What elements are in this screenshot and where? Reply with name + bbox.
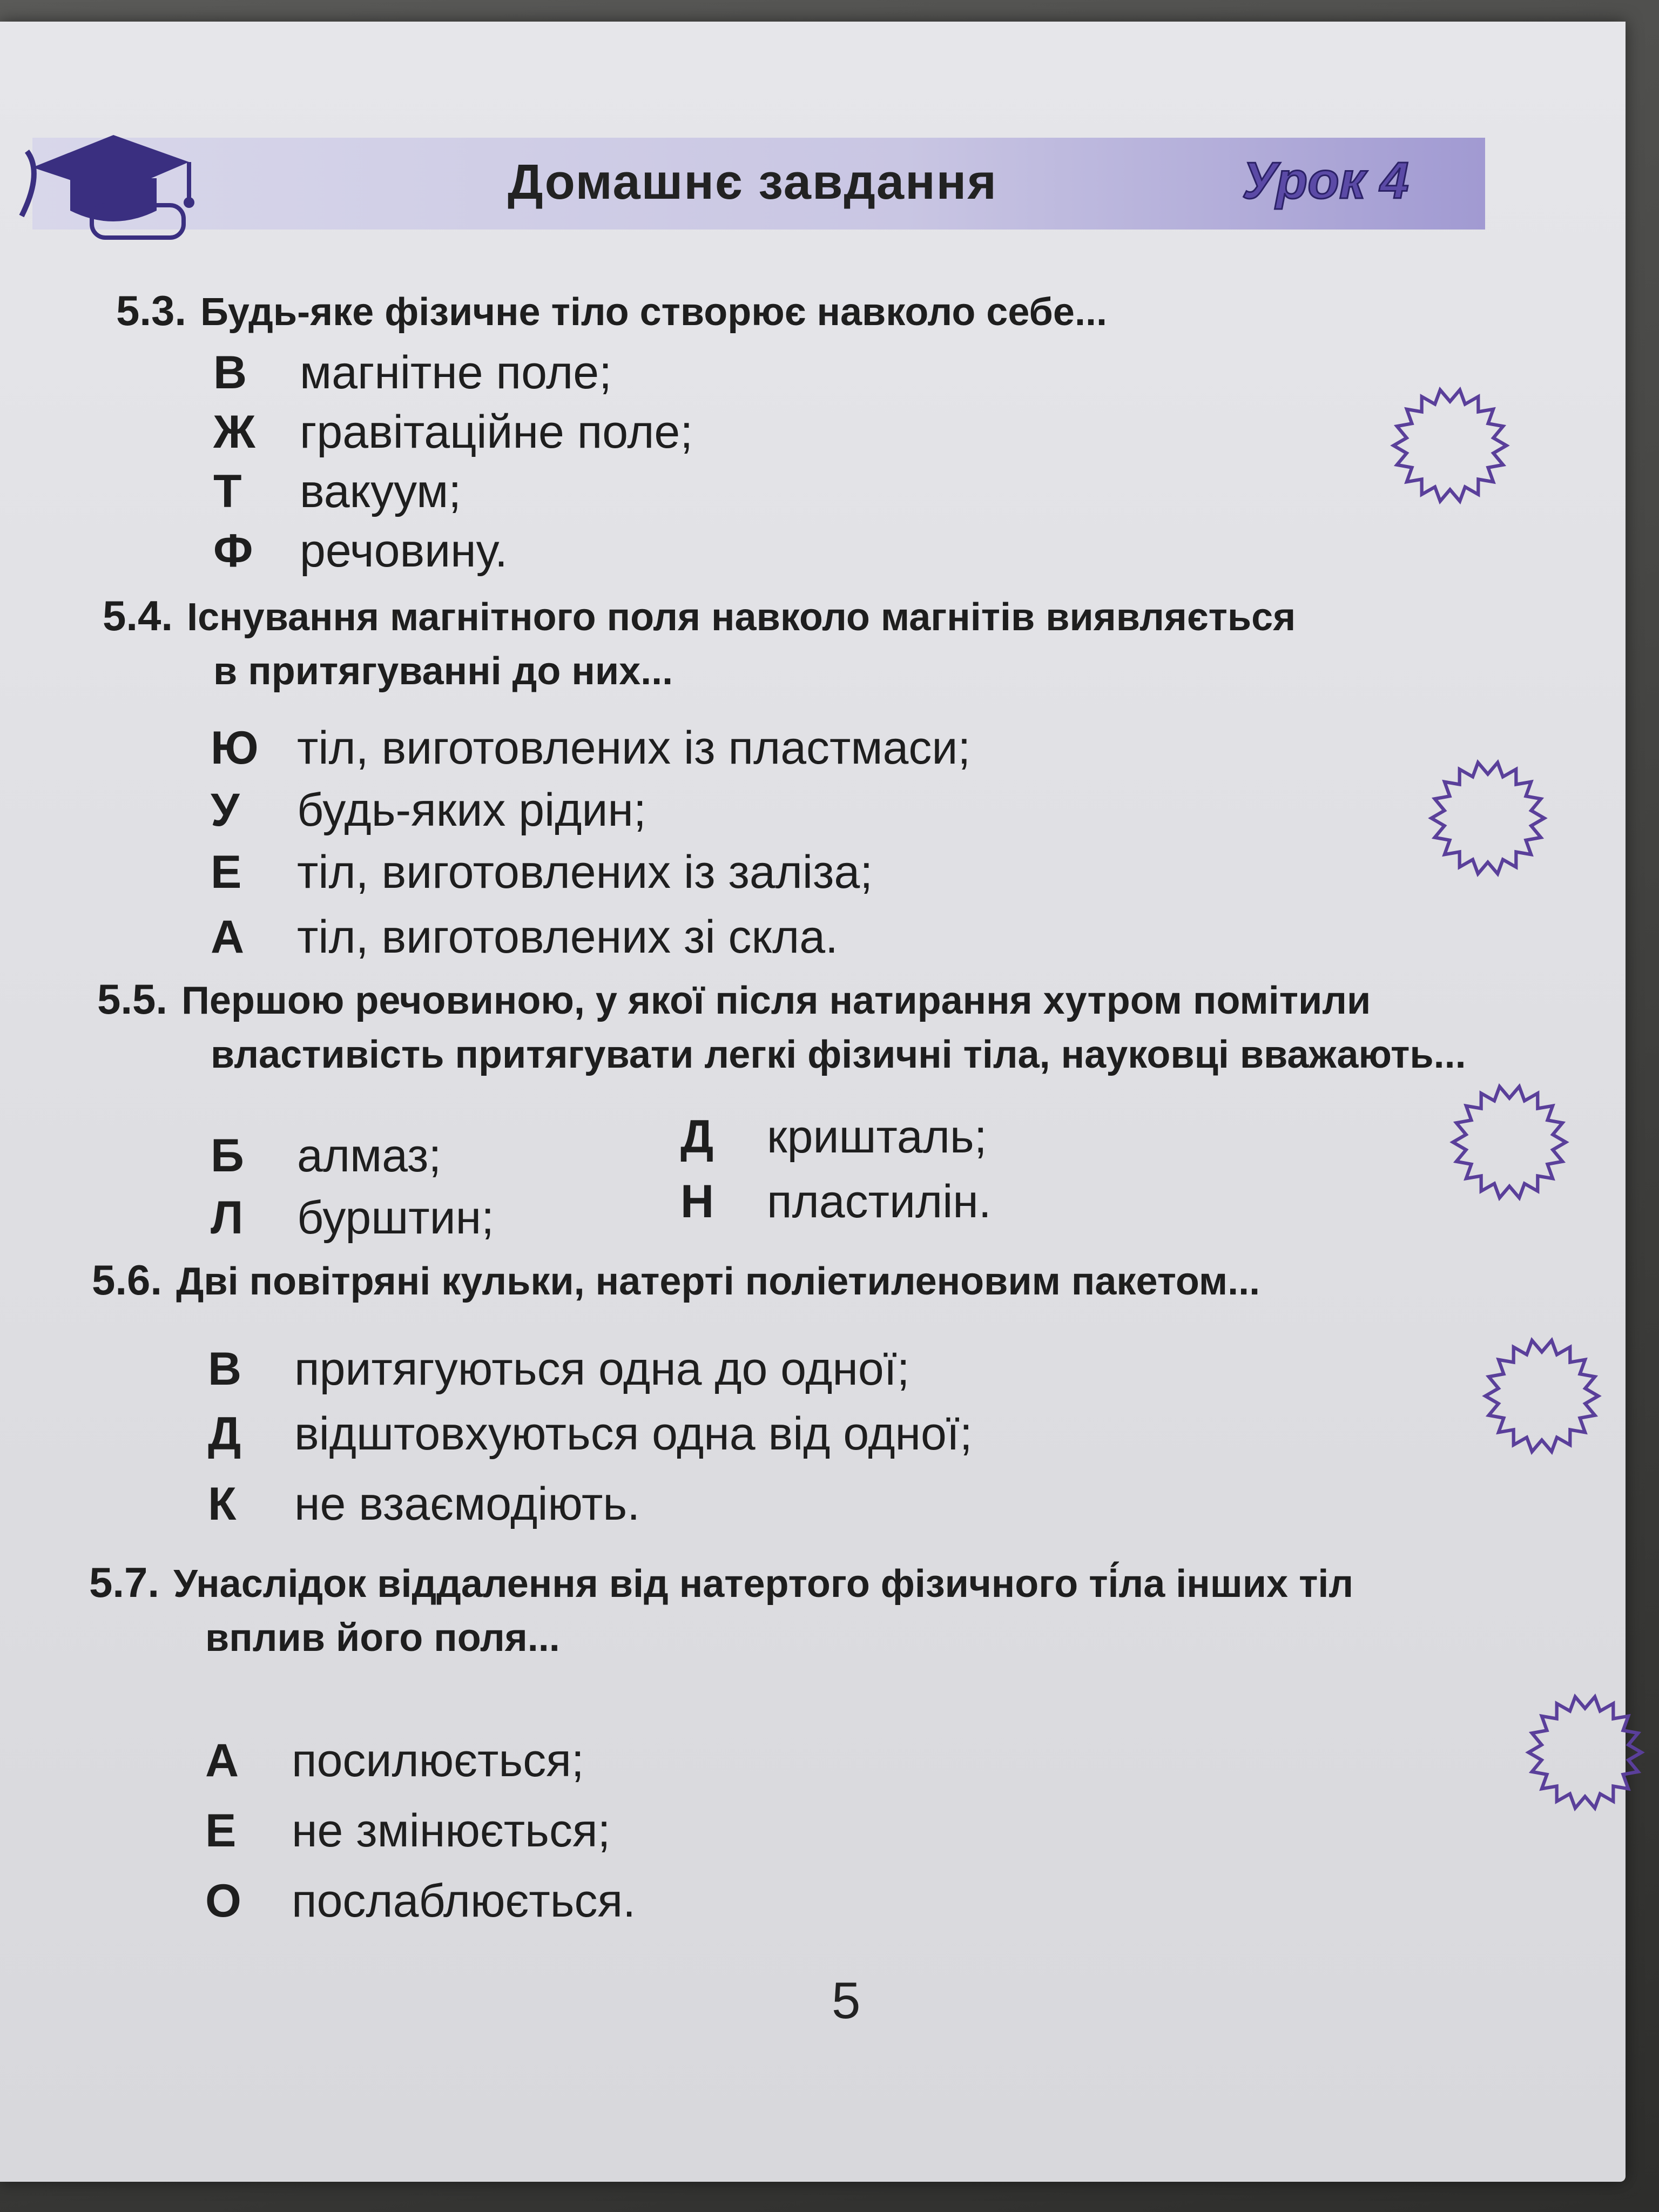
page-number: 5: [832, 1972, 861, 2029]
answer-option: Ж гравітаційне поле;: [213, 406, 693, 458]
answer-option: Б алмаз;: [211, 1130, 442, 1182]
answer-option: Д відштовхуються одна від одної;: [208, 1408, 973, 1460]
answer-option: В магнітне поле;: [213, 347, 612, 399]
question-5-6: 5.6. Дві повітряні кульки, натерті поліетиленовим пакетом...: [92, 1256, 1260, 1304]
answer-burst-icon[interactable]: [1388, 383, 1512, 508]
question-5-4: 5.4. Існування магнітного поля навколо магнітів виявляється в притягуванні до них...: [103, 592, 1296, 693]
answer-option: Ф речовину.: [213, 525, 508, 577]
answer-option: А тіл, виготовлених зі скла.: [211, 911, 838, 963]
question-5-5: 5.5. Першою речовиною, у якої після натирання хутром помітили властивість притягувати легкі фізичні тіла, науковці вважають...: [97, 975, 1466, 1076]
page-title: Домашнє завдання: [508, 154, 997, 210]
answer-option: У будь-яких рідин;: [211, 784, 646, 836]
answer-burst-icon[interactable]: [1426, 756, 1550, 880]
answer-option: Ю тіл, виготовлених із пластмаси;: [211, 722, 971, 774]
answer-burst-icon[interactable]: [1447, 1080, 1572, 1204]
answer-option: Л бурштин;: [211, 1192, 495, 1244]
answer-option: Н пластилін.: [680, 1176, 992, 1228]
answer-option: О послаблюється.: [205, 1875, 636, 1927]
answer-option: Е тіл, виготовлених із заліза;: [211, 846, 873, 898]
lesson-label: Урок 4: [1242, 152, 1409, 210]
question-5-7: 5.7. Унаслідок віддалення від натертого фізичного ті́ла інших тіл вплив його поля...: [89, 1559, 1354, 1660]
answer-option: Д кришталь;: [680, 1111, 987, 1163]
answer-option: Т вакуум;: [213, 466, 462, 517]
answer-burst-icon[interactable]: [1480, 1334, 1604, 1458]
answer-option: Е не змінюється;: [205, 1805, 611, 1857]
answer-burst-icon[interactable]: [1523, 1690, 1647, 1815]
answer-option: А посилюється;: [205, 1735, 584, 1786]
answer-option: В притягуються одна до одної;: [208, 1343, 910, 1395]
graduation-cap-icon: [11, 108, 216, 248]
question-5-3: 5.3. Будь-яке фізичне тіло створює навколо себе...: [116, 287, 1107, 334]
answer-option: К не взаємодіють.: [208, 1478, 640, 1530]
